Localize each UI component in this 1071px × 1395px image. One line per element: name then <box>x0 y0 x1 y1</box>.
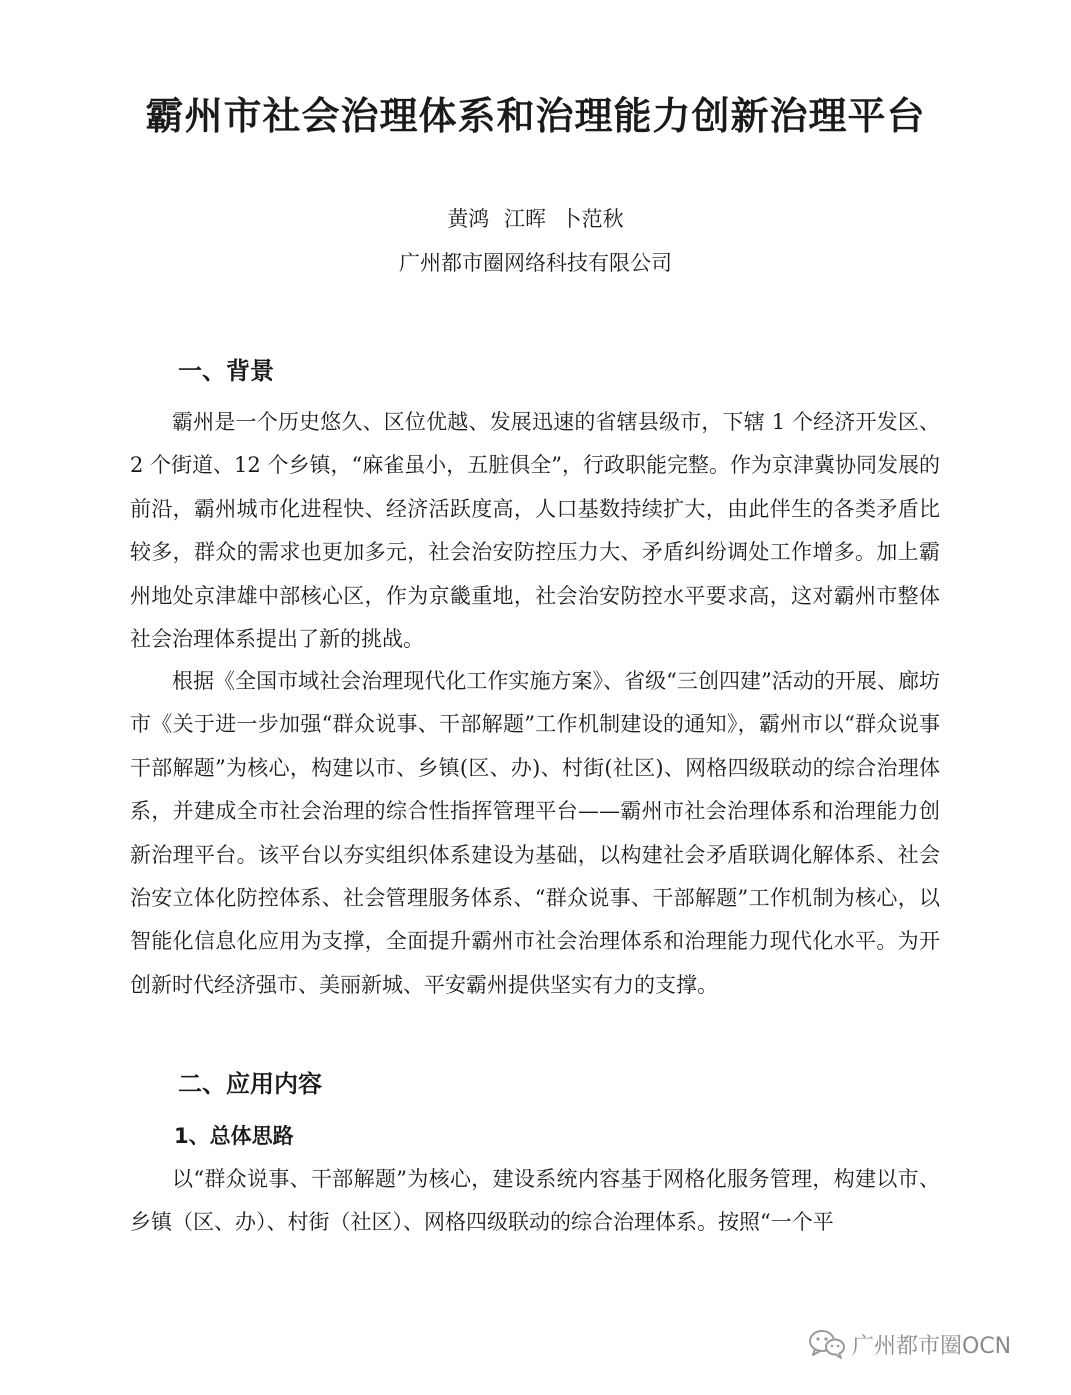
watermark <box>808 1324 1011 1364</box>
paragraph-overall-approach: 以“群众说事、干部解题”为核心，建设系统内容基于网格化服务管理，构建以市、乡镇（区、办）、村街（社区）、网格四级联动的综合治理体系。按照“一个平 <box>130 1167 940 1235</box>
section-heading-background: 一、背景 <box>178 357 274 385</box>
document-title: 霸州市社会治理体系和治理能力创新治理平台 <box>145 94 926 138</box>
subsection-heading-overall-approach: 1、总体思路 <box>174 1124 294 1148</box>
author-affiliation: 广州都市圈网络科技有限公司 <box>399 251 672 275</box>
author-list: 黄鸿 江晖 卜范秋 <box>447 207 624 231</box>
paragraph-background-2: 根据《全国市域社会治理现代化工作实施方案》、省级“三创四建”活动的开展、廊坊市《关于进一步加强“群众说事、干部解题”工作机制建设的通知》，霸州市以“群众说事 干部解题”为核心，构建以市、乡镇(区、办)、村街(社区)、网格四级联动的综合治理体系，并建成全市社会治理的综合性指挥管理平台——霸州市社会治理体系和治理能力创新治理平台。该平台以夯实组织体系建设为基础，以构建社会矛盾联调化解体系、社会治安立体化防控体系、社会管理服务体系、“群众说事、干部解题”工作机制为核心，以智能化信息化应用为支撑，全面提升霸州市社会治理体系和治理能力现代化水平。为开创新时代经济强市、美丽新城、平安霸州提供坚实有力的支撑。 <box>130 669 940 997</box>
section-heading-application: 二、应用内容 <box>178 1070 322 1098</box>
paragraph-background-1: 霸州是一个历史悠久、区位优越、发展迅速的省辖县级市，下辖 1 个经济开发区、2 个街道、12 个乡镇，“麻雀虽小，五脏俱全”，行政职能完整。作为京津冀协同发展的前沿，霸州城市化进程快、经济活跃度高，人口基数持续扩大，由此伴生的各类矛盾比较多，群众的需求也更加多元，社会治安防控压力大、矛盾纠纷调处工作增多。加上霸州地处京津雄中部核心区，作为京畿重地，社会治安防控水平要求高，这对霸州市整体社会治理体系提出了新的挑战。 <box>130 410 940 652</box>
watermark-text: 广州都市圈OCN <box>852 1333 1012 1359</box>
wechat-icon <box>808 1328 846 1360</box>
